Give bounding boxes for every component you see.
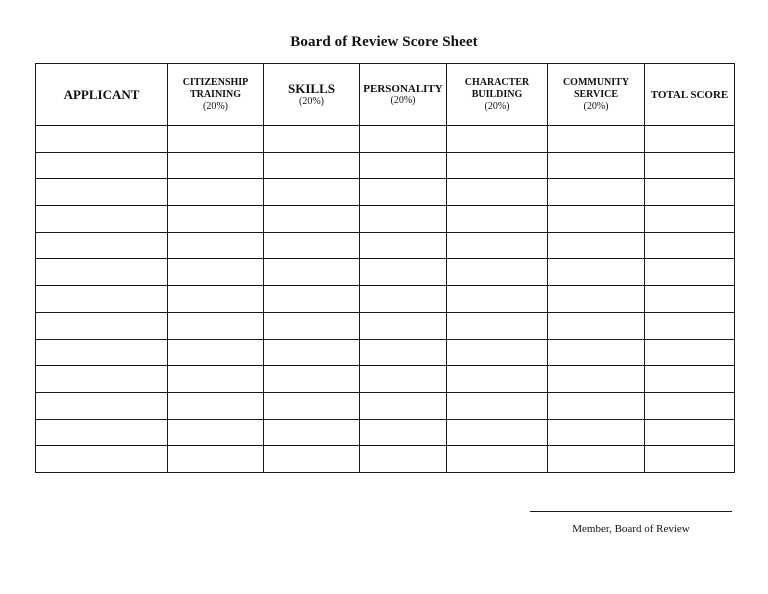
score-cell[interactable] xyxy=(36,446,168,473)
table-row xyxy=(36,259,735,286)
score-cell[interactable] xyxy=(168,126,264,153)
table-row xyxy=(36,206,735,233)
score-cell[interactable] xyxy=(360,392,447,419)
page-title: Board of Review Score Sheet xyxy=(290,34,478,50)
score-cell[interactable] xyxy=(360,286,447,313)
score-cell[interactable] xyxy=(548,259,645,286)
score-cell[interactable] xyxy=(264,392,360,419)
score-cell[interactable] xyxy=(645,339,735,366)
column-header-community-service: COMMUNITY SERVICE (20%) xyxy=(548,64,645,126)
signature-label: Member, Board of Review xyxy=(572,523,690,535)
score-cell[interactable] xyxy=(360,446,447,473)
score-cell[interactable] xyxy=(548,152,645,179)
score-cell[interactable] xyxy=(168,339,264,366)
score-cell[interactable] xyxy=(548,286,645,313)
table-row xyxy=(36,286,735,313)
score-cell[interactable] xyxy=(645,392,735,419)
score-cell[interactable] xyxy=(447,339,548,366)
score-cell[interactable] xyxy=(548,419,645,446)
table-row xyxy=(36,232,735,259)
score-cell[interactable] xyxy=(264,446,360,473)
table-row xyxy=(36,152,735,179)
score-cell[interactable] xyxy=(645,259,735,286)
score-cell[interactable] xyxy=(168,152,264,179)
table-row xyxy=(36,312,735,339)
score-cell[interactable] xyxy=(36,366,168,393)
score-cell[interactable] xyxy=(360,259,447,286)
score-cell[interactable] xyxy=(645,366,735,393)
score-cell[interactable] xyxy=(36,419,168,446)
score-cell[interactable] xyxy=(645,152,735,179)
score-cell[interactable] xyxy=(360,206,447,233)
score-cell[interactable] xyxy=(447,206,548,233)
score-cell[interactable] xyxy=(36,286,168,313)
score-cell[interactable] xyxy=(645,312,735,339)
score-cell[interactable] xyxy=(447,179,548,206)
column-header-citizenship-training: CITIZENSHIP TRAINING (20%) xyxy=(168,64,264,126)
score-cell[interactable] xyxy=(264,179,360,206)
score-cell[interactable] xyxy=(447,446,548,473)
table-row xyxy=(36,446,735,473)
score-cell[interactable] xyxy=(168,206,264,233)
column-header-applicant: APPLICANT xyxy=(36,64,168,126)
score-table-body xyxy=(36,126,735,473)
score-cell[interactable] xyxy=(36,152,168,179)
score-cell[interactable] xyxy=(264,126,360,153)
score-cell[interactable] xyxy=(548,232,645,259)
table-row xyxy=(36,126,735,153)
score-cell[interactable] xyxy=(168,419,264,446)
score-cell[interactable] xyxy=(168,446,264,473)
table-row xyxy=(36,179,735,206)
score-cell[interactable] xyxy=(645,126,735,153)
score-cell[interactable] xyxy=(168,259,264,286)
header-row xyxy=(36,64,735,126)
score-cell[interactable] xyxy=(360,152,447,179)
score-cell[interactable] xyxy=(264,286,360,313)
score-cell[interactable] xyxy=(36,259,168,286)
table-row xyxy=(36,392,735,419)
column-header-character-building: CHARACTER BUILDING (20%) xyxy=(447,64,548,126)
score-cell[interactable] xyxy=(548,366,645,393)
score-cell[interactable] xyxy=(168,232,264,259)
score-cell[interactable] xyxy=(447,126,548,153)
column-header-personality: PERSONALITY (20%) xyxy=(360,64,447,126)
score-cell[interactable] xyxy=(645,286,735,313)
score-cell[interactable] xyxy=(264,312,360,339)
score-cell[interactable] xyxy=(168,286,264,313)
score-cell[interactable] xyxy=(168,312,264,339)
score-cell[interactable] xyxy=(264,366,360,393)
column-header-total-score: TOTAL SCORE xyxy=(645,64,735,126)
score-cell[interactable] xyxy=(447,366,548,393)
score-cell[interactable] xyxy=(447,312,548,339)
score-cell[interactable] xyxy=(360,339,447,366)
score-cell[interactable] xyxy=(264,152,360,179)
score-cell[interactable] xyxy=(360,419,447,446)
score-cell[interactable] xyxy=(264,419,360,446)
score-cell[interactable] xyxy=(36,206,168,233)
score-cell[interactable] xyxy=(264,232,360,259)
score-cell[interactable] xyxy=(447,232,548,259)
score-cell[interactable] xyxy=(548,392,645,419)
score-cell[interactable] xyxy=(548,126,645,153)
score-cell[interactable] xyxy=(548,446,645,473)
score-cell[interactable] xyxy=(360,126,447,153)
score-cell[interactable] xyxy=(645,179,735,206)
score-cell[interactable] xyxy=(447,259,548,286)
score-cell[interactable] xyxy=(447,286,548,313)
score-cell[interactable] xyxy=(264,206,360,233)
score-cell[interactable] xyxy=(548,312,645,339)
score-table xyxy=(35,63,735,473)
score-cell[interactable] xyxy=(264,259,360,286)
score-cell[interactable] xyxy=(36,179,168,206)
score-cell[interactable] xyxy=(548,206,645,233)
score-cell[interactable] xyxy=(168,366,264,393)
table-row xyxy=(36,339,735,366)
score-cell[interactable] xyxy=(645,232,735,259)
score-cell[interactable] xyxy=(360,179,447,206)
score-cell[interactable] xyxy=(168,392,264,419)
score-cell[interactable] xyxy=(360,312,447,339)
score-cell[interactable] xyxy=(168,179,264,206)
score-cell[interactable] xyxy=(36,392,168,419)
score-cell[interactable] xyxy=(360,232,447,259)
table-row xyxy=(36,419,735,446)
column-header-skills: SKILLS (20%) xyxy=(264,64,360,126)
score-cell[interactable] xyxy=(645,206,735,233)
score-cell[interactable] xyxy=(36,339,168,366)
signature-line xyxy=(530,511,732,512)
score-cell[interactable] xyxy=(548,179,645,206)
score-cell[interactable] xyxy=(360,366,447,393)
score-cell[interactable] xyxy=(36,312,168,339)
table-row xyxy=(36,366,735,393)
score-cell[interactable] xyxy=(36,126,168,153)
score-cell[interactable] xyxy=(447,392,548,419)
score-cell[interactable] xyxy=(447,419,548,446)
score-cell[interactable] xyxy=(645,419,735,446)
score-cell[interactable] xyxy=(447,152,548,179)
score-cell[interactable] xyxy=(264,339,360,366)
score-cell[interactable] xyxy=(36,232,168,259)
score-cell[interactable] xyxy=(548,339,645,366)
score-cell[interactable] xyxy=(645,446,735,473)
